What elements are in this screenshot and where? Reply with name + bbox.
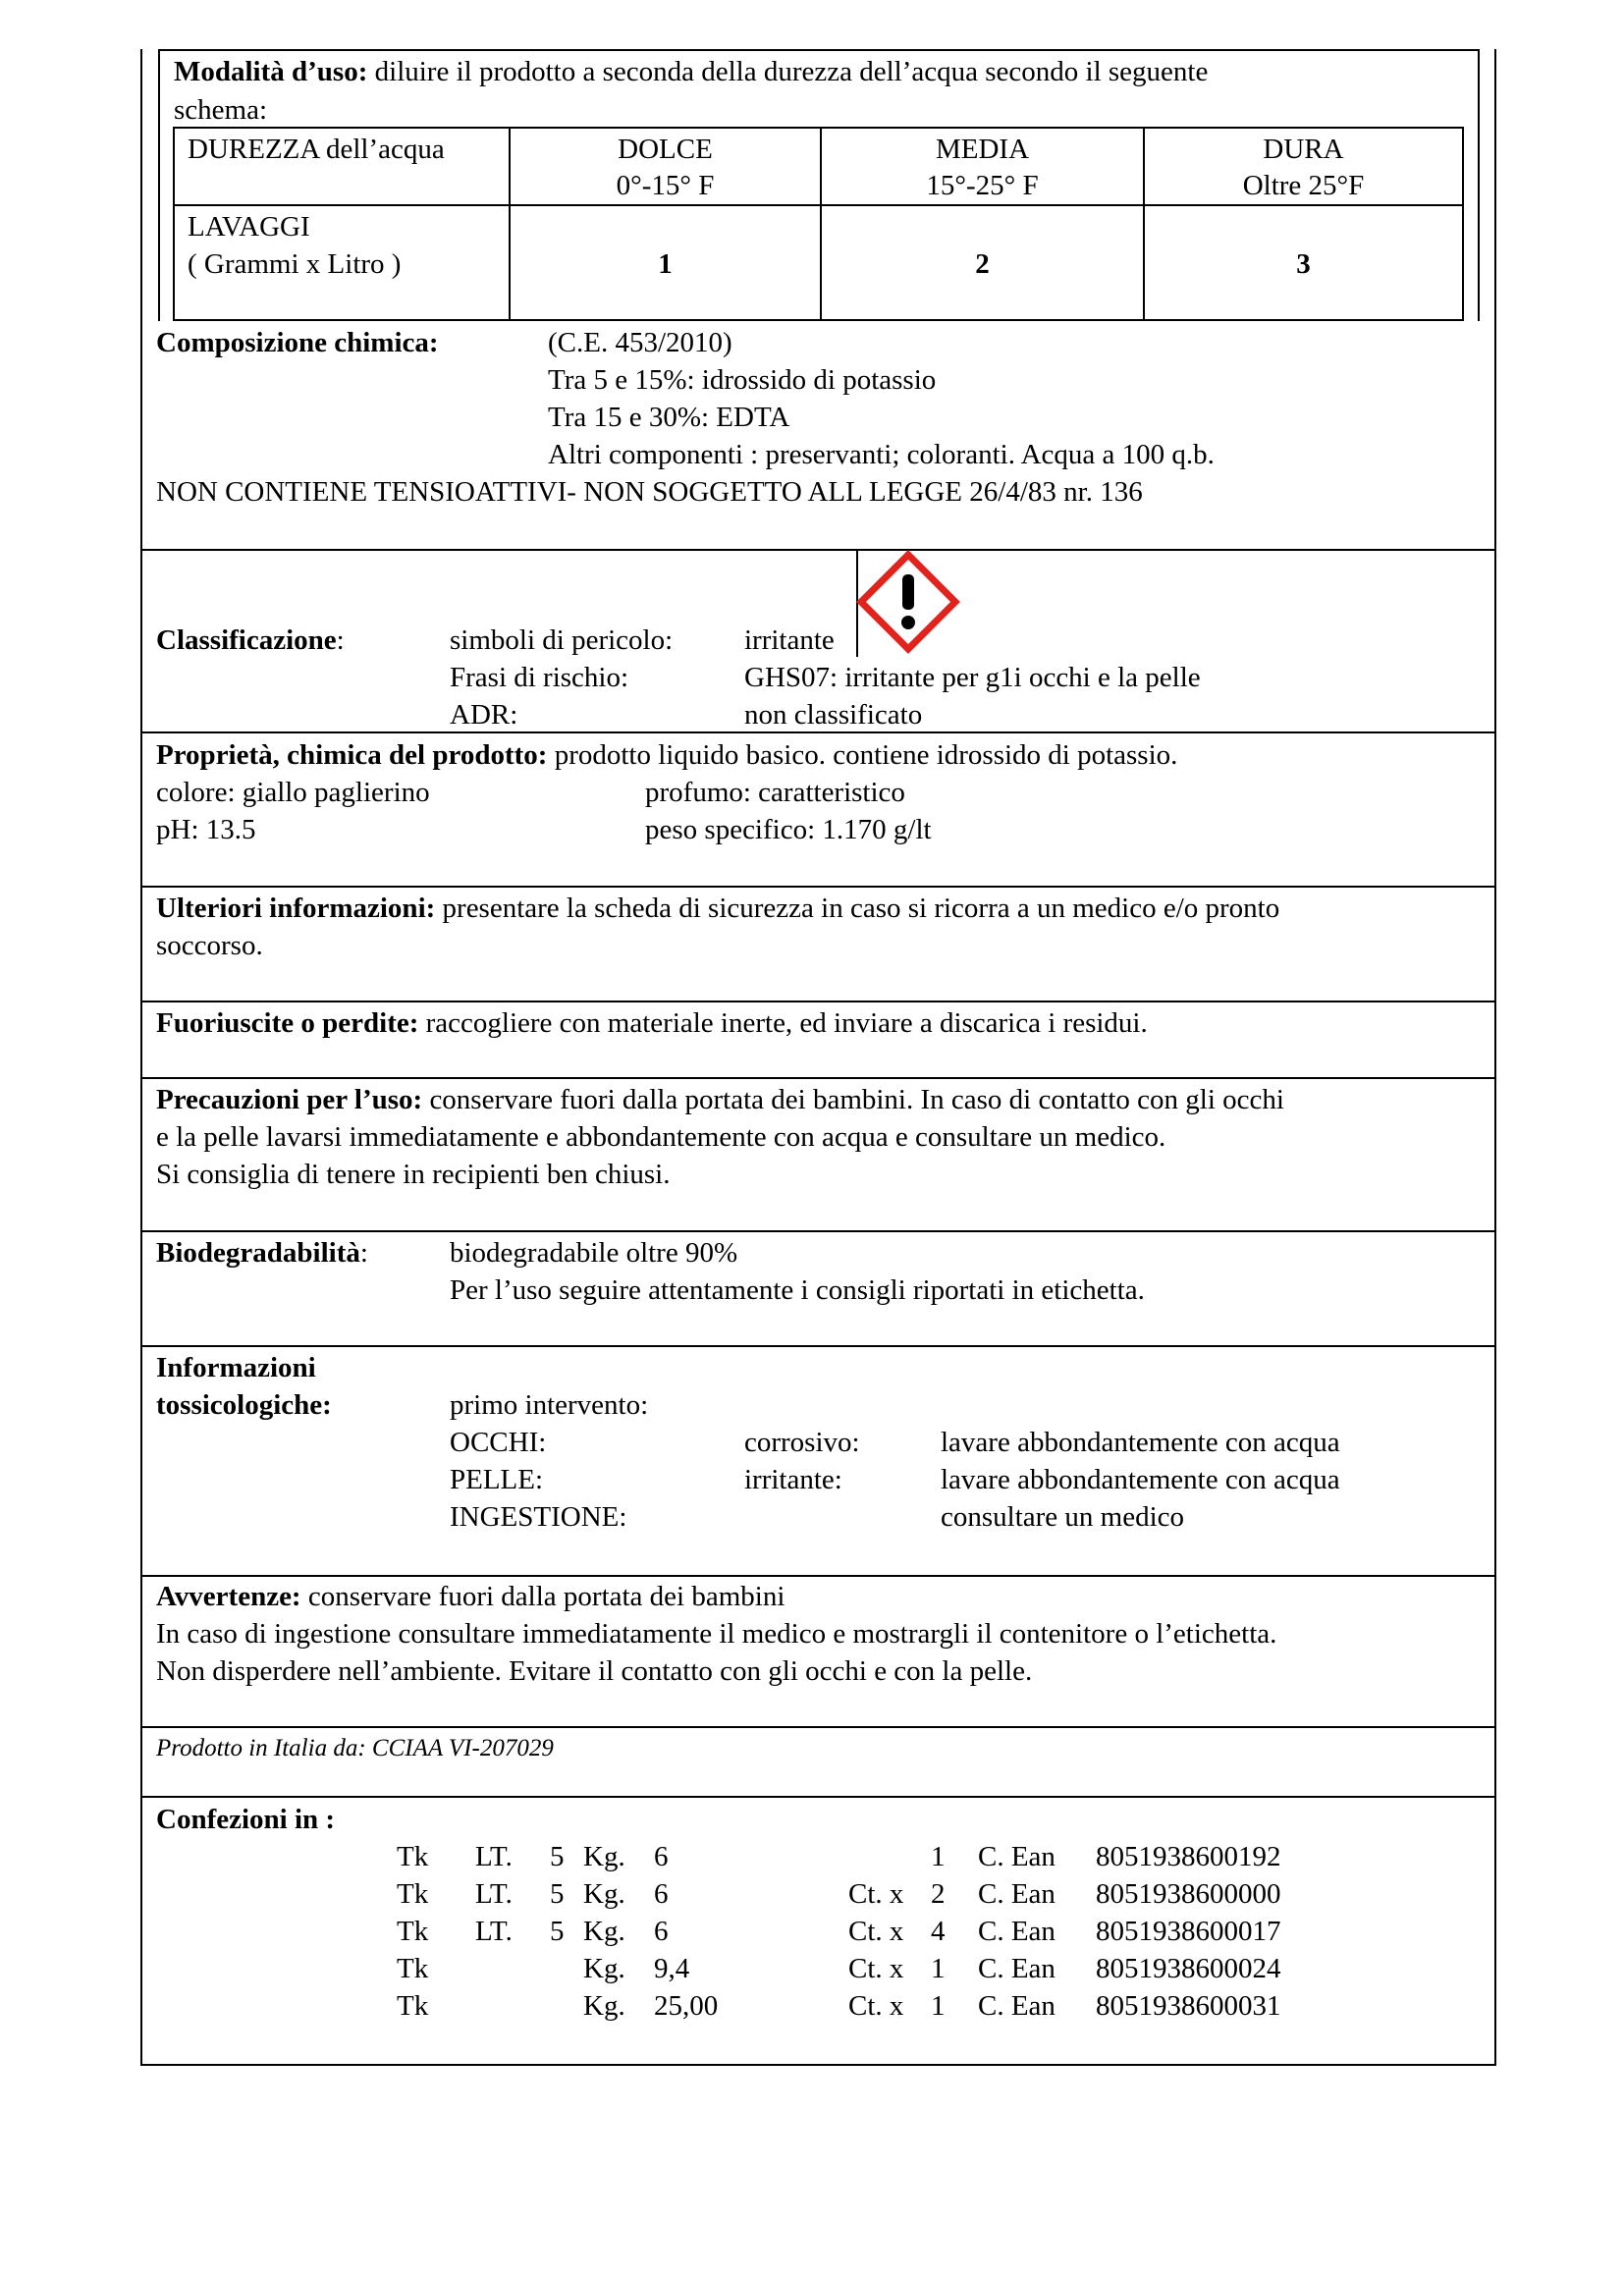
frame-right <box>1494 49 1496 2065</box>
packaging-ean-label: C. Ean <box>978 1878 1056 1910</box>
table-sub-soft: 0°-15° F <box>616 170 715 201</box>
packaging-ean-label: C. Ean <box>978 1990 1056 2022</box>
properties-density: peso specifico: 1.170 g/lt <box>645 814 932 845</box>
packaging-lt: LT. <box>475 1916 513 1947</box>
table-row-washes: LAVAGGI <box>188 211 310 243</box>
table-sub-medium: 15°-25° F <box>926 170 1039 201</box>
packaging-ct: Ct. x <box>848 1953 904 1984</box>
usage-text: diluire il prodotto a seconda della durezza dell’acqua secondo il seguente <box>367 56 1209 87</box>
biodegradability-line-1: biodegradabile oltre 90% <box>450 1237 738 1269</box>
properties-line-1 <box>156 736 1177 774</box>
toxicology-part: OCCHI: <box>450 1427 547 1458</box>
packaging-kg-val: 6 <box>654 1878 669 1910</box>
spills-line <box>156 1004 1148 1042</box>
packaging-kg-val: 9,4 <box>654 1953 690 1984</box>
packaging-type: Tk <box>397 1990 429 2022</box>
packaging-qty: 4 <box>931 1916 946 1947</box>
packaging-qty: 1 <box>931 1953 946 1984</box>
section-divider <box>140 1796 1496 1798</box>
biodegradability-line-2: Per l’uso seguire attentamente i consigli riportati in etichetta. <box>450 1274 1145 1306</box>
packaging-type: Tk <box>397 1878 429 1910</box>
spills-text: raccogliere con materiale inerte, ed inviare a discarica i residui. <box>418 1007 1148 1039</box>
packaging-type: Tk <box>397 1841 429 1872</box>
precautions-label: Precauzioni per l’uso: <box>156 1084 423 1115</box>
section-divider <box>140 886 1496 888</box>
properties-ph: pH: 13.5 <box>156 814 256 845</box>
packaging-qty: 1 <box>931 1841 946 1872</box>
packaging-kg: Kg. <box>583 1841 625 1872</box>
toxicology-intro: primo intervento: <box>450 1389 649 1421</box>
further-info-text: presentare la scheda di sicurezza in caso si ricorra a un medico e/o pronto <box>435 893 1280 924</box>
precautions-line-2: e la pelle lavarsi immediatamente e abbondantemente con acqua e consultare un medico. <box>156 1121 1166 1153</box>
toxicology-effect: irritante: <box>744 1464 842 1495</box>
section-divider <box>140 549 1496 551</box>
biodegradability-heading <box>156 1234 368 1272</box>
properties-scent: profumo: caratteristico <box>645 777 905 808</box>
packaging-ean: 8051938600024 <box>1096 1953 1281 1984</box>
packaging-label: Confezioni in : <box>156 1804 336 1835</box>
packaging-ean-label: C. Ean <box>978 1841 1056 1872</box>
classification-key: Frasi di rischio: <box>450 662 629 693</box>
section-divider <box>140 1001 1496 1002</box>
packaging-ct: Ct. x <box>848 1916 904 1947</box>
packaging-lt-val: 5 <box>550 1916 565 1947</box>
toxicology-action: lavare abbondantemente con acqua <box>941 1464 1340 1495</box>
table-value-soft: 1 <box>658 248 673 280</box>
usage-box-top <box>158 49 1480 51</box>
section-divider <box>140 1575 1496 1577</box>
biodegradability-colon: : <box>359 1237 368 1269</box>
table-border <box>173 204 1464 206</box>
composition-note: NON CONTIENE TENSIOATTIVI- NON SOGGETTO ALL LEGGE 26/4/83 nr. 136 <box>156 476 1143 508</box>
ghs07-exclamation-icon <box>855 549 961 655</box>
toxicology-label: tossicologiche: <box>156 1389 332 1421</box>
precautions-line-1 <box>156 1081 1284 1118</box>
packaging-ct: Ct. x <box>848 1990 904 2022</box>
warnings-line-1 <box>156 1578 785 1615</box>
frame-left <box>140 49 142 2065</box>
packaging-qty: 1 <box>931 1990 946 2022</box>
spills-label: Fuoriuscite o perdite: <box>156 1007 419 1039</box>
properties-label: Proprietà, chimica del prodotto: <box>156 739 548 771</box>
precautions-text: conservare fuori dalla portata dei bambini. In caso di contatto con gli occhi <box>422 1084 1284 1115</box>
packaging-lt: LT. <box>475 1878 513 1910</box>
table-border <box>1462 127 1464 321</box>
classification-value: GHS07: irritante per g1i occhi e la pelle <box>744 662 1201 693</box>
warnings-line-2: In caso di ingestione consultare immediatamente il medico e mostrargli il contenitore o l’etichetta. <box>156 1618 1277 1650</box>
packaging-qty: 2 <box>931 1878 946 1910</box>
table-value-medium: 2 <box>975 248 990 280</box>
classification-value: irritante <box>744 624 835 656</box>
table-header-hard: DURA <box>1263 134 1344 165</box>
further-info-line-2: soccorso. <box>156 930 263 961</box>
section-divider <box>140 1345 1496 1347</box>
table-sub-hard: Oltre 25°F <box>1242 170 1365 201</box>
further-info-line-1 <box>156 890 1279 927</box>
packaging-kg: Kg. <box>583 1916 625 1947</box>
frame-bottom <box>140 2064 1496 2066</box>
usage-box-right <box>1478 49 1480 321</box>
toxicology-action: consultare un medico <box>941 1501 1185 1533</box>
composition-line: Altri componenti : preservanti; coloranti. Acqua a 100 q.b. <box>548 439 1215 470</box>
precautions-line-3: Si consiglia di tenere in recipienti ben chiusi. <box>156 1159 671 1190</box>
warnings-text: conservare fuori dalla portata dei bambini <box>300 1581 785 1612</box>
packaging-ean: 8051938600192 <box>1096 1841 1281 1872</box>
warnings-line-3: Non disperdere nell’ambiente. Evitare il contatto con gli occhi e con la pelle. <box>156 1655 1033 1687</box>
packaging-kg-val: 6 <box>654 1916 669 1947</box>
warnings-label: Avvertenze: <box>156 1581 301 1612</box>
table-value-hard: 3 <box>1296 248 1311 280</box>
usage-label: Modalità d’uso: <box>174 56 368 87</box>
packaging-kg: Kg. <box>583 1953 625 1984</box>
table-header-soft: DOLCE <box>618 134 713 165</box>
composition-line: Tra 15 e 30%: EDTA <box>548 402 790 433</box>
table-border <box>173 127 1464 129</box>
composition-line: Tra 5 e 15%: idrossido di potassio <box>548 364 937 396</box>
table-border <box>173 127 175 321</box>
composition-label: Composizione chimica: <box>156 327 439 358</box>
packaging-kg: Kg. <box>583 1878 625 1910</box>
properties-text: prodotto liquido basico. contiene idrossido di potassio. <box>547 739 1178 771</box>
usage-box-left <box>158 49 160 321</box>
table-row-washes-unit: ( Grammi x Litro ) <box>188 248 402 280</box>
packaging-ean: 8051938600031 <box>1096 1990 1281 2022</box>
packaging-ean-label: C. Ean <box>978 1916 1056 1947</box>
usage-line-1 <box>174 53 1208 90</box>
toxicology-part: PELLE: <box>450 1464 544 1495</box>
table-header-hardness: DUREZZA dell’acqua <box>188 134 445 165</box>
usage-line-2: schema: <box>174 94 268 126</box>
classification-colon: : <box>336 624 345 656</box>
packaging-type: Tk <box>397 1916 429 1947</box>
packaging-kg-val: 6 <box>654 1841 669 1872</box>
section-divider <box>140 1230 1496 1232</box>
producer-line: Prodotto in Italia da: CCIAA VI-207029 <box>156 1735 554 1761</box>
packaging-lt: LT. <box>475 1841 513 1872</box>
packaging-ean: 8051938600000 <box>1096 1878 1281 1910</box>
properties-color: colore: giallo paglierino <box>156 777 430 808</box>
packaging-kg-val: 25,00 <box>654 1990 719 2022</box>
toxicology-part: INGESTIONE: <box>450 1501 627 1533</box>
classification-value: non classificato <box>744 699 923 731</box>
packaging-type: Tk <box>397 1953 429 1984</box>
classification-key: ADR: <box>450 699 518 731</box>
packaging-ct: Ct. x <box>848 1878 904 1910</box>
table-header-medium: MEDIA <box>935 134 1030 165</box>
toxicology-effect: corrosivo: <box>744 1427 860 1458</box>
table-border <box>173 319 1464 321</box>
packaging-lt-val: 5 <box>550 1878 565 1910</box>
packaging-ean-label: C. Ean <box>978 1953 1056 1984</box>
packaging-ean: 8051938600017 <box>1096 1916 1281 1947</box>
section-divider <box>140 1077 1496 1079</box>
classification-label: Classificazione <box>156 624 337 656</box>
further-info-label: Ulteriori informazioni: <box>156 893 436 924</box>
toxicology-action: lavare abbondantemente con acqua <box>941 1427 1340 1458</box>
composition-line: (C.E. 453/2010) <box>548 327 732 358</box>
packaging-lt-val: 5 <box>550 1841 565 1872</box>
packaging-kg: Kg. <box>583 1990 625 2022</box>
section-divider <box>140 1726 1496 1728</box>
classification-key: simboli di pericolo: <box>450 624 674 656</box>
toxicology-label: Informazioni <box>156 1352 316 1383</box>
biodegradability-label: Biodegradabilità <box>156 1237 360 1269</box>
classification-heading <box>156 622 345 659</box>
